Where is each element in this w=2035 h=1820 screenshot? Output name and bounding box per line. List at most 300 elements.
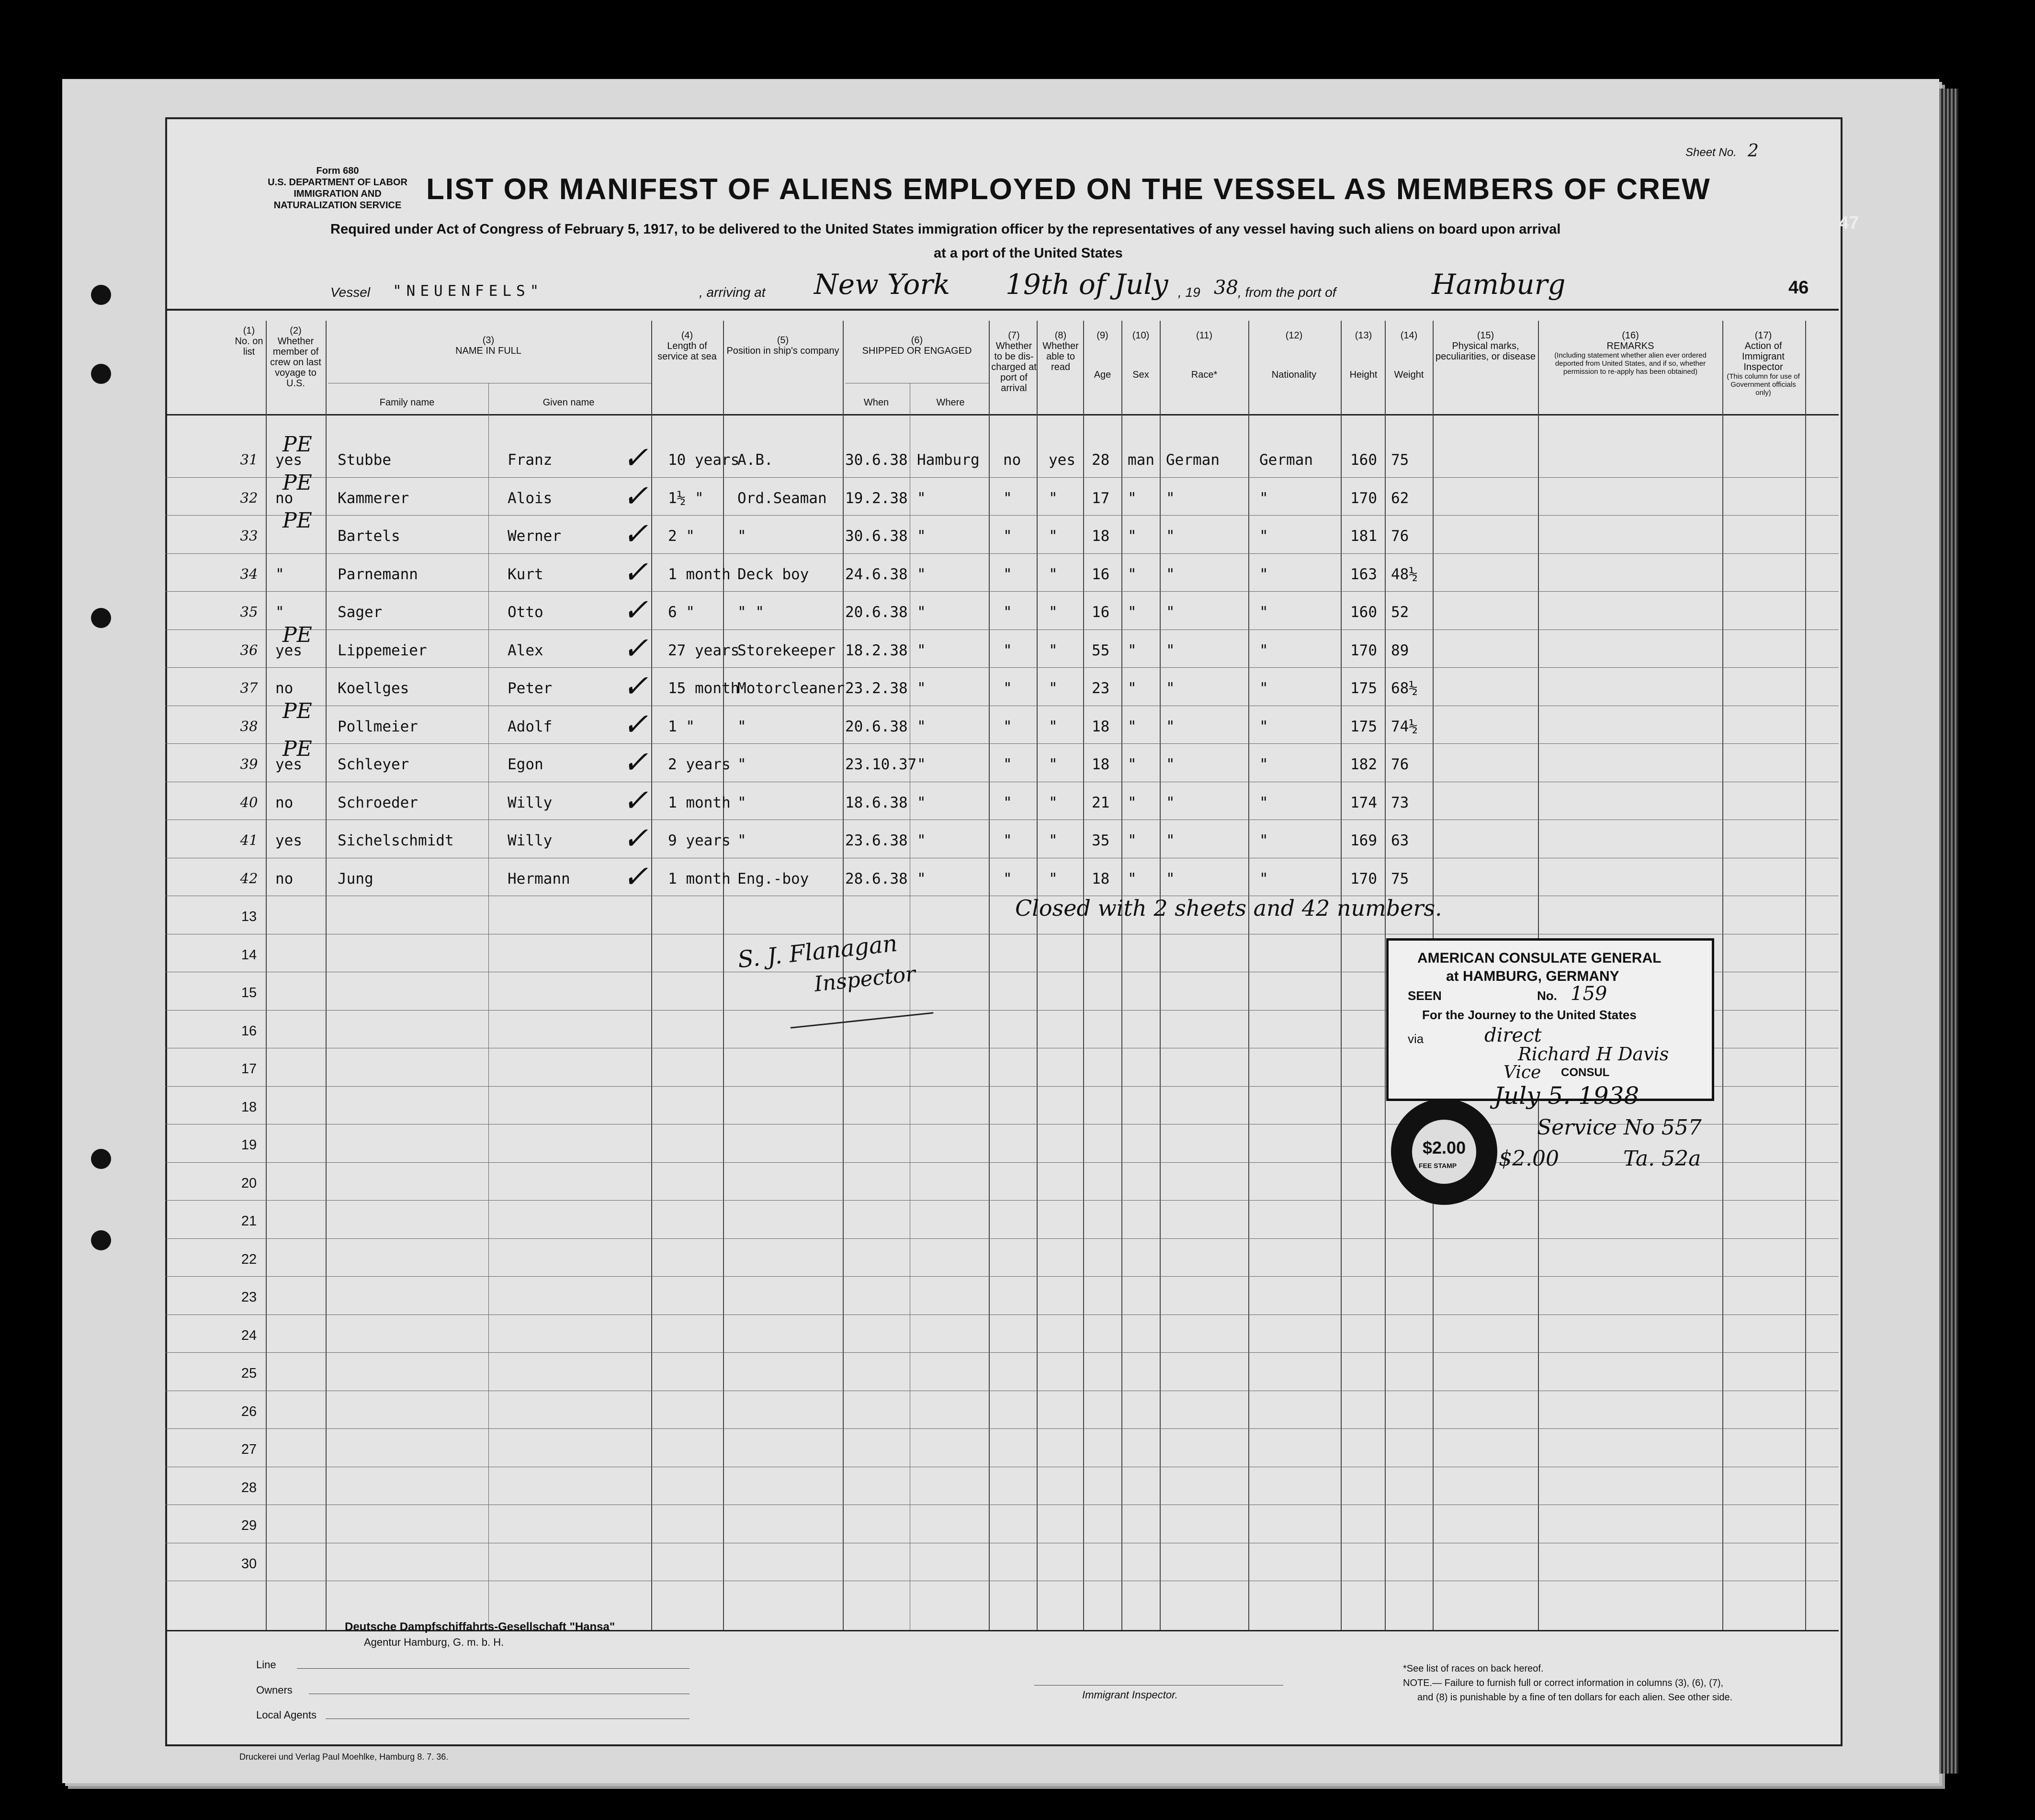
shipped-when-cell: 24.6.38 bbox=[845, 565, 908, 583]
given-name-cell: Hermann bbox=[508, 870, 570, 888]
shipped-where-cell: " bbox=[917, 870, 926, 888]
able-to-read-cell: " bbox=[1049, 680, 1058, 697]
weight-cell: 76 bbox=[1391, 756, 1409, 773]
row-number: 42 bbox=[240, 870, 258, 887]
col-label: Age bbox=[1094, 370, 1111, 380]
col-position-header bbox=[725, 335, 840, 356]
position-cell: " bbox=[737, 794, 746, 811]
row-rule bbox=[165, 629, 1839, 630]
discharged-cell: " bbox=[1003, 489, 1012, 507]
height-cell: 160 bbox=[1350, 451, 1377, 469]
row-number: 26 bbox=[241, 1404, 257, 1419]
weight-cell: 62 bbox=[1391, 489, 1409, 507]
height-cell: 170 bbox=[1350, 489, 1377, 507]
check-mark-icon: ✓ bbox=[622, 517, 648, 552]
row-rule bbox=[165, 515, 1839, 516]
column-divider bbox=[1722, 321, 1723, 1630]
col-index: (12) bbox=[1285, 330, 1303, 341]
age-cell: 21 bbox=[1092, 794, 1110, 811]
weight-cell: 75 bbox=[1391, 451, 1409, 469]
company-stamp: Deutsche Dampfschiffahrts-Gesellschaft "Hansa" bbox=[345, 1620, 615, 1633]
length-of-service-cell: 1 month bbox=[668, 565, 731, 583]
check-mark-icon: ✓ bbox=[622, 783, 648, 819]
check-mark-icon: ✓ bbox=[622, 554, 648, 590]
sex-cell: " bbox=[1128, 718, 1137, 735]
col-race-header bbox=[1161, 330, 1247, 380]
row-number: 29 bbox=[241, 1518, 257, 1533]
weight-cell: 48½ bbox=[1391, 565, 1418, 583]
family-name-cell: Jung bbox=[338, 870, 373, 888]
col-service-header bbox=[654, 330, 721, 362]
subtitle-line-1: Required under Act of Congress of February 5, 1917, to be delivered to the United States immigration officer by the representatives of any vessel having such aliens on board upon arrival bbox=[330, 222, 1561, 237]
age-cell: 18 bbox=[1092, 870, 1110, 888]
check-mark-icon: ✓ bbox=[622, 821, 648, 856]
fine-note-1: NOTE.— Failure to furnish full or correct information in columns (3), (6), (7), bbox=[1403, 1678, 1724, 1688]
col-index: (9) bbox=[1097, 330, 1108, 341]
stamp-number: 159 bbox=[1571, 983, 1607, 1005]
column-divider bbox=[723, 321, 724, 1630]
height-cell: 170 bbox=[1350, 641, 1377, 659]
row-number: 21 bbox=[241, 1213, 257, 1229]
age-cell: 55 bbox=[1092, 641, 1110, 659]
col-index: (11) bbox=[1196, 330, 1213, 341]
col-index: (8) bbox=[1054, 330, 1067, 341]
column-divider bbox=[1385, 321, 1386, 1630]
col-no-header bbox=[232, 326, 266, 357]
yes-no-cell: yes bbox=[275, 451, 302, 469]
height-cell: 182 bbox=[1350, 756, 1377, 773]
nationality-cell: German bbox=[1259, 451, 1313, 469]
service-number: Service No 557 bbox=[1537, 1115, 1702, 1140]
shipped-where-cell: " bbox=[917, 604, 926, 621]
length-of-service-cell: 10 years bbox=[668, 451, 740, 469]
nationality-cell: " bbox=[1259, 604, 1268, 621]
sex-cell: " bbox=[1128, 641, 1137, 659]
family-name-cell: Stubbe bbox=[338, 451, 391, 469]
row-number: 15 bbox=[241, 985, 257, 1000]
sex-cell: " bbox=[1128, 680, 1137, 697]
race-cell: " bbox=[1166, 565, 1175, 583]
arrival-year: 38 bbox=[1214, 277, 1238, 299]
position-cell: " bbox=[737, 718, 746, 735]
punch-hole bbox=[91, 608, 111, 628]
pe-mark: PE bbox=[283, 698, 312, 723]
col-index: (5) bbox=[777, 335, 789, 346]
sex-cell: " bbox=[1128, 870, 1137, 888]
nationality-cell: " bbox=[1259, 794, 1268, 811]
vessel-name: "NEUENFELS" bbox=[393, 282, 544, 300]
consulate-stamp bbox=[1386, 938, 1714, 1101]
position-cell: Ord.Seaman bbox=[737, 489, 827, 507]
col-nationality-header bbox=[1250, 330, 1338, 380]
family-name-cell: Schroeder bbox=[338, 794, 418, 811]
margin-note: 46 bbox=[1788, 278, 1809, 298]
printer-imprint: Druckerei und Verlag Paul Moehlke, Hamburg 8. 7. 36. bbox=[239, 1752, 449, 1762]
row-number: 30 bbox=[241, 1556, 257, 1572]
col-index: (10) bbox=[1132, 330, 1150, 341]
family-name-cell: Schleyer bbox=[338, 756, 409, 773]
nationality-cell: " bbox=[1259, 641, 1268, 659]
able-to-read-cell: " bbox=[1049, 565, 1058, 583]
seal-fee: $2.00 bbox=[1423, 1138, 1466, 1157]
yes-no-cell: yes bbox=[275, 756, 302, 773]
column-header-rule bbox=[165, 414, 1839, 416]
given-name-cell: Willy bbox=[508, 832, 553, 849]
check-mark-icon: ✓ bbox=[622, 478, 648, 514]
race-cell: " bbox=[1166, 680, 1175, 697]
row-rule bbox=[165, 1314, 1839, 1315]
row-number: 25 bbox=[241, 1366, 257, 1381]
col-index: (6) bbox=[911, 335, 923, 346]
col-action-header bbox=[1724, 330, 1803, 397]
age-cell: 23 bbox=[1092, 680, 1110, 697]
line-field bbox=[297, 1668, 690, 1669]
row-number: 36 bbox=[240, 641, 258, 658]
race-cell: " bbox=[1166, 489, 1175, 507]
row-rule bbox=[165, 1200, 1839, 1201]
age-cell: 16 bbox=[1092, 604, 1110, 621]
check-mark-icon: ✓ bbox=[622, 859, 648, 895]
stamp-journey: For the Journey to the United States bbox=[1422, 1008, 1637, 1022]
shipped-where-cell: " bbox=[917, 756, 926, 773]
shipped-when-cell: 18.2.38 bbox=[845, 641, 908, 659]
column-divider bbox=[1341, 321, 1342, 1630]
stamp-date: July 5. 1938 bbox=[1494, 1082, 1639, 1110]
row-number: 31 bbox=[240, 451, 258, 468]
row-number: 19 bbox=[241, 1137, 257, 1153]
row-number: 37 bbox=[240, 680, 258, 696]
position-cell: Deck boy bbox=[737, 565, 809, 583]
given-name-cell: Adolf bbox=[508, 718, 553, 735]
discharged-cell: " bbox=[1003, 565, 1012, 583]
seal-label: FEE STAMP bbox=[1419, 1162, 1457, 1169]
col-label: NAME IN FULL bbox=[455, 346, 521, 356]
discharged-cell: " bbox=[1003, 718, 1012, 735]
position-cell: " bbox=[737, 832, 746, 849]
check-mark-icon: ✓ bbox=[622, 707, 648, 742]
able-to-read-cell: " bbox=[1049, 489, 1058, 507]
shipped-when-cell: 20.6.38 bbox=[845, 718, 908, 735]
race-cell: " bbox=[1166, 528, 1175, 545]
row-number: 23 bbox=[241, 1290, 257, 1305]
row-number: 34 bbox=[240, 565, 258, 582]
position-cell: " bbox=[737, 528, 746, 545]
height-cell: 160 bbox=[1350, 604, 1377, 621]
sex-cell: " bbox=[1128, 528, 1137, 545]
height-cell: 163 bbox=[1350, 565, 1377, 583]
page-title: LIST OR MANIFEST OF ALIENS EMPLOYED ON THE VESSEL AS MEMBERS OF CREW bbox=[426, 173, 1711, 206]
shipped-where-cell: " bbox=[917, 489, 926, 507]
given-name-cell: Alois bbox=[508, 489, 553, 507]
able-to-read-cell: " bbox=[1049, 641, 1058, 659]
year-prefix: , 19 bbox=[1178, 285, 1200, 300]
header-rule bbox=[165, 309, 1839, 311]
shipped-when-cell: 19.2.38 bbox=[845, 489, 908, 507]
position-cell: " bbox=[737, 756, 746, 773]
col-index: (13) bbox=[1355, 330, 1372, 341]
col-where-header: Where bbox=[936, 397, 965, 408]
col-marks-header bbox=[1434, 330, 1537, 362]
stamp-line-2: at HAMBURG, GERMANY bbox=[1446, 968, 1619, 984]
given-name-cell: Kurt bbox=[508, 565, 543, 583]
length-of-service-cell: 9 years bbox=[668, 832, 731, 849]
family-name-cell: Koellges bbox=[338, 680, 409, 697]
column-divider bbox=[1121, 321, 1122, 1630]
given-name-cell: Egon bbox=[508, 756, 543, 773]
length-of-service-cell: 27 years bbox=[668, 641, 740, 659]
col-age-header bbox=[1085, 330, 1120, 380]
stamp-seen: SEEN bbox=[1408, 989, 1442, 1003]
row-number: 20 bbox=[241, 1175, 257, 1191]
nationality-cell: " bbox=[1259, 718, 1268, 735]
punch-hole bbox=[91, 1230, 111, 1250]
able-to-read-cell: " bbox=[1049, 528, 1058, 545]
able-to-read-cell: " bbox=[1049, 794, 1058, 811]
check-mark-icon: ✓ bbox=[622, 593, 648, 628]
column-divider bbox=[1083, 321, 1084, 1630]
discharged-cell: " bbox=[1003, 604, 1012, 621]
col-index: (2) bbox=[290, 326, 302, 336]
height-cell: 181 bbox=[1350, 528, 1377, 545]
column-divider bbox=[266, 321, 267, 1630]
row-number: 24 bbox=[241, 1327, 257, 1343]
check-mark-icon: ✓ bbox=[622, 669, 648, 704]
col-given-header: Given name bbox=[543, 397, 595, 408]
age-cell: 35 bbox=[1092, 832, 1110, 849]
row-rule bbox=[165, 1162, 1839, 1163]
family-name-cell: Bartels bbox=[338, 528, 400, 545]
col-label: Weight bbox=[1394, 370, 1424, 380]
discharged-cell: no bbox=[1003, 451, 1021, 469]
col-label: REMARKS bbox=[1606, 341, 1654, 351]
race-cell: " bbox=[1166, 718, 1175, 735]
row-number: 39 bbox=[240, 756, 258, 772]
col-name-header bbox=[328, 335, 649, 356]
row-number: 40 bbox=[240, 794, 258, 810]
stamp-consul: CONSUL bbox=[1561, 1066, 1610, 1079]
col-label: Sex bbox=[1132, 370, 1149, 380]
row-number: 41 bbox=[240, 832, 258, 848]
column-divider bbox=[989, 321, 990, 1630]
pe-mark: PE bbox=[283, 622, 312, 647]
shipped-where-cell: " bbox=[917, 718, 926, 735]
race-cell: " bbox=[1166, 756, 1175, 773]
discharged-cell: " bbox=[1003, 794, 1012, 811]
col-note: (Including statement whether alien ever ordered deported from United States, and if so, whether permission to re-apply has been obtained) bbox=[1554, 351, 1707, 376]
yes-no-cell: " bbox=[275, 604, 284, 621]
row-rule bbox=[165, 477, 1839, 478]
punch-hole bbox=[91, 1149, 111, 1169]
age-cell: 16 bbox=[1092, 565, 1110, 583]
col-remarks-header bbox=[1539, 330, 1721, 376]
nationality-cell: " bbox=[1259, 832, 1268, 849]
column-divider bbox=[1248, 321, 1249, 1630]
col-index: (17) bbox=[1754, 330, 1772, 341]
fee-amount: $2.00 bbox=[1499, 1146, 1559, 1171]
race-cell: German bbox=[1166, 451, 1220, 469]
column-divider bbox=[651, 321, 652, 1630]
fine-note-2: and (8) is punishable by a fine of ten dollars for each alien. See other side. bbox=[1417, 1692, 1733, 1703]
column-divider bbox=[488, 383, 489, 1630]
row-number: 35 bbox=[240, 604, 258, 620]
able-to-read-cell: yes bbox=[1049, 451, 1075, 469]
row-number: 14 bbox=[241, 947, 257, 963]
row-number: 17 bbox=[241, 1061, 257, 1077]
shipped-where-cell: " bbox=[917, 832, 926, 849]
shipped-where-cell: " bbox=[917, 641, 926, 659]
length-of-service-cell: 1 month bbox=[668, 794, 731, 811]
discharged-cell: " bbox=[1003, 680, 1012, 697]
family-name-cell: Kammerer bbox=[338, 489, 409, 507]
subtitle-line-2: at a port of the United States bbox=[934, 246, 1123, 261]
col-family-header: Family name bbox=[379, 397, 435, 408]
nationality-cell: " bbox=[1259, 870, 1268, 888]
tariff-number: Ta. 52a bbox=[1623, 1146, 1701, 1171]
sex-cell: " bbox=[1128, 832, 1137, 849]
shipped-when-cell: 23.2.38 bbox=[845, 680, 908, 697]
family-name-cell: Parnemann bbox=[338, 565, 418, 583]
yes-no-cell: yes bbox=[275, 641, 302, 659]
col-label: Whether member of crew on last voyage to U.S. bbox=[270, 336, 321, 389]
column-divider bbox=[1037, 321, 1038, 1630]
length-of-service-cell: 2 years bbox=[668, 756, 731, 773]
family-name-cell: Sichelschmidt bbox=[338, 832, 454, 849]
col-shipped-header bbox=[845, 335, 989, 356]
discharged-cell: " bbox=[1003, 870, 1012, 888]
shipped-when-cell: 30.6.38 bbox=[845, 451, 908, 469]
pe-mark: PE bbox=[283, 508, 312, 533]
given-name-cell: Franz bbox=[508, 451, 553, 469]
race-cell: " bbox=[1166, 794, 1175, 811]
position-cell: A.B. bbox=[737, 451, 773, 469]
row-rule bbox=[165, 1428, 1839, 1429]
closing-note: Closed with 2 sheets and 42 numbers. bbox=[1015, 895, 1442, 921]
shipped-where-cell: Hamburg bbox=[917, 451, 980, 469]
race-cell: " bbox=[1166, 832, 1175, 849]
col-label: SHIPPED OR ENGAGED bbox=[862, 346, 972, 356]
punch-hole bbox=[91, 285, 111, 305]
age-cell: 18 bbox=[1092, 528, 1110, 545]
given-name-cell: Alex bbox=[508, 641, 543, 659]
yes-no-cell: no bbox=[275, 489, 294, 507]
pe-mark: PE bbox=[283, 432, 312, 457]
immigrant-inspector-label: Immigrant Inspector. bbox=[1082, 1689, 1178, 1701]
col-label: Nationality bbox=[1271, 370, 1317, 380]
col-label: Position in ship's company bbox=[726, 346, 839, 356]
row-rule bbox=[165, 1276, 1839, 1277]
column-divider bbox=[1160, 321, 1161, 1630]
shipped-where-cell: " bbox=[917, 680, 926, 697]
stamp-no-label: No. bbox=[1537, 989, 1557, 1003]
yes-no-cell: no bbox=[275, 870, 294, 888]
local-agents-label: Local Agents bbox=[256, 1709, 317, 1721]
weight-cell: 52 bbox=[1391, 604, 1409, 621]
yes-no-cell: no bbox=[275, 794, 294, 811]
shipped-when-cell: 20.6.38 bbox=[845, 604, 908, 621]
stamp-via: direct bbox=[1484, 1024, 1542, 1046]
nationality-cell: " bbox=[1259, 565, 1268, 583]
column-divider bbox=[1805, 321, 1806, 1630]
nationality-cell: " bbox=[1259, 489, 1268, 507]
yes-no-cell: yes bbox=[275, 832, 302, 849]
family-name-cell: Sager bbox=[338, 604, 383, 621]
shipped-where-cell: " bbox=[917, 528, 926, 545]
col-height-header bbox=[1343, 330, 1384, 380]
arrival-port: New York bbox=[814, 268, 950, 301]
row-rule bbox=[165, 1238, 1839, 1239]
stamp-via-label: via bbox=[1408, 1032, 1424, 1046]
row-rule bbox=[165, 1352, 1839, 1353]
col-prev-voyage-header bbox=[268, 326, 323, 389]
owners-label: Owners bbox=[256, 1684, 293, 1696]
weight-cell: 89 bbox=[1391, 641, 1409, 659]
length-of-service-cell: 15 month bbox=[668, 680, 740, 697]
form-number: Form 680 bbox=[316, 166, 359, 176]
arrival-date: 19th of July bbox=[1006, 268, 1168, 301]
race-cell: " bbox=[1166, 641, 1175, 659]
arriving-label: , arriving at bbox=[699, 285, 766, 300]
weight-cell: 68½ bbox=[1391, 680, 1418, 697]
nationality-cell: " bbox=[1259, 528, 1268, 545]
department-name: U.S. DEPARTMENT OF LABOR bbox=[268, 177, 407, 188]
pe-mark: PE bbox=[283, 470, 312, 495]
row-number: 27 bbox=[241, 1442, 257, 1457]
races-note: *See list of races on back hereof. bbox=[1403, 1663, 1544, 1674]
shipped-when-cell: 30.6.38 bbox=[845, 528, 908, 545]
height-cell: 175 bbox=[1350, 680, 1377, 697]
column-divider bbox=[326, 321, 327, 1630]
nationality-cell: " bbox=[1259, 756, 1268, 773]
col-label: Whether to be dis- charged at port of arrival bbox=[991, 341, 1037, 393]
weight-cell: 76 bbox=[1391, 528, 1409, 545]
discharged-cell: " bbox=[1003, 641, 1012, 659]
row-number: 16 bbox=[241, 1023, 257, 1039]
row-number: 33 bbox=[240, 528, 258, 544]
consul-signature: Richard H Davis bbox=[1518, 1044, 1669, 1065]
col-label: Height bbox=[1349, 370, 1378, 380]
col-weight-header bbox=[1386, 330, 1432, 380]
sex-cell: " bbox=[1128, 794, 1137, 811]
col-index: (4) bbox=[681, 330, 693, 341]
from-port-label: , from the port of bbox=[1238, 285, 1336, 300]
family-name-cell: Pollmeier bbox=[338, 718, 418, 735]
able-to-read-cell: " bbox=[1049, 832, 1058, 849]
shipped-where-cell: " bbox=[917, 565, 926, 583]
col-label: Race* bbox=[1191, 370, 1218, 380]
sheet-number: 2 bbox=[1748, 141, 1759, 161]
col-index: (7) bbox=[1008, 330, 1020, 341]
row-number: 32 bbox=[240, 489, 258, 506]
weight-cell: 74½ bbox=[1391, 718, 1418, 735]
form-id bbox=[266, 165, 409, 211]
discharged-cell: " bbox=[1003, 528, 1012, 545]
col-label: No. on list bbox=[235, 336, 263, 357]
able-to-read-cell: " bbox=[1049, 756, 1058, 773]
row-number: 22 bbox=[241, 1251, 257, 1267]
col-index: (3) bbox=[482, 335, 495, 346]
yes-no-cell: " bbox=[275, 565, 284, 583]
row-number: 38 bbox=[240, 718, 258, 734]
col-index: (16) bbox=[1622, 330, 1639, 341]
col-when-header: When bbox=[863, 397, 889, 408]
sex-cell: " bbox=[1128, 565, 1137, 583]
line-label: Line bbox=[256, 1659, 276, 1671]
punch-hole bbox=[91, 364, 111, 384]
col-note: (This column for use of Government officials only) bbox=[1727, 372, 1800, 397]
weight-cell: 75 bbox=[1391, 870, 1409, 888]
discharged-cell: " bbox=[1003, 756, 1012, 773]
age-cell: 18 bbox=[1092, 756, 1110, 773]
